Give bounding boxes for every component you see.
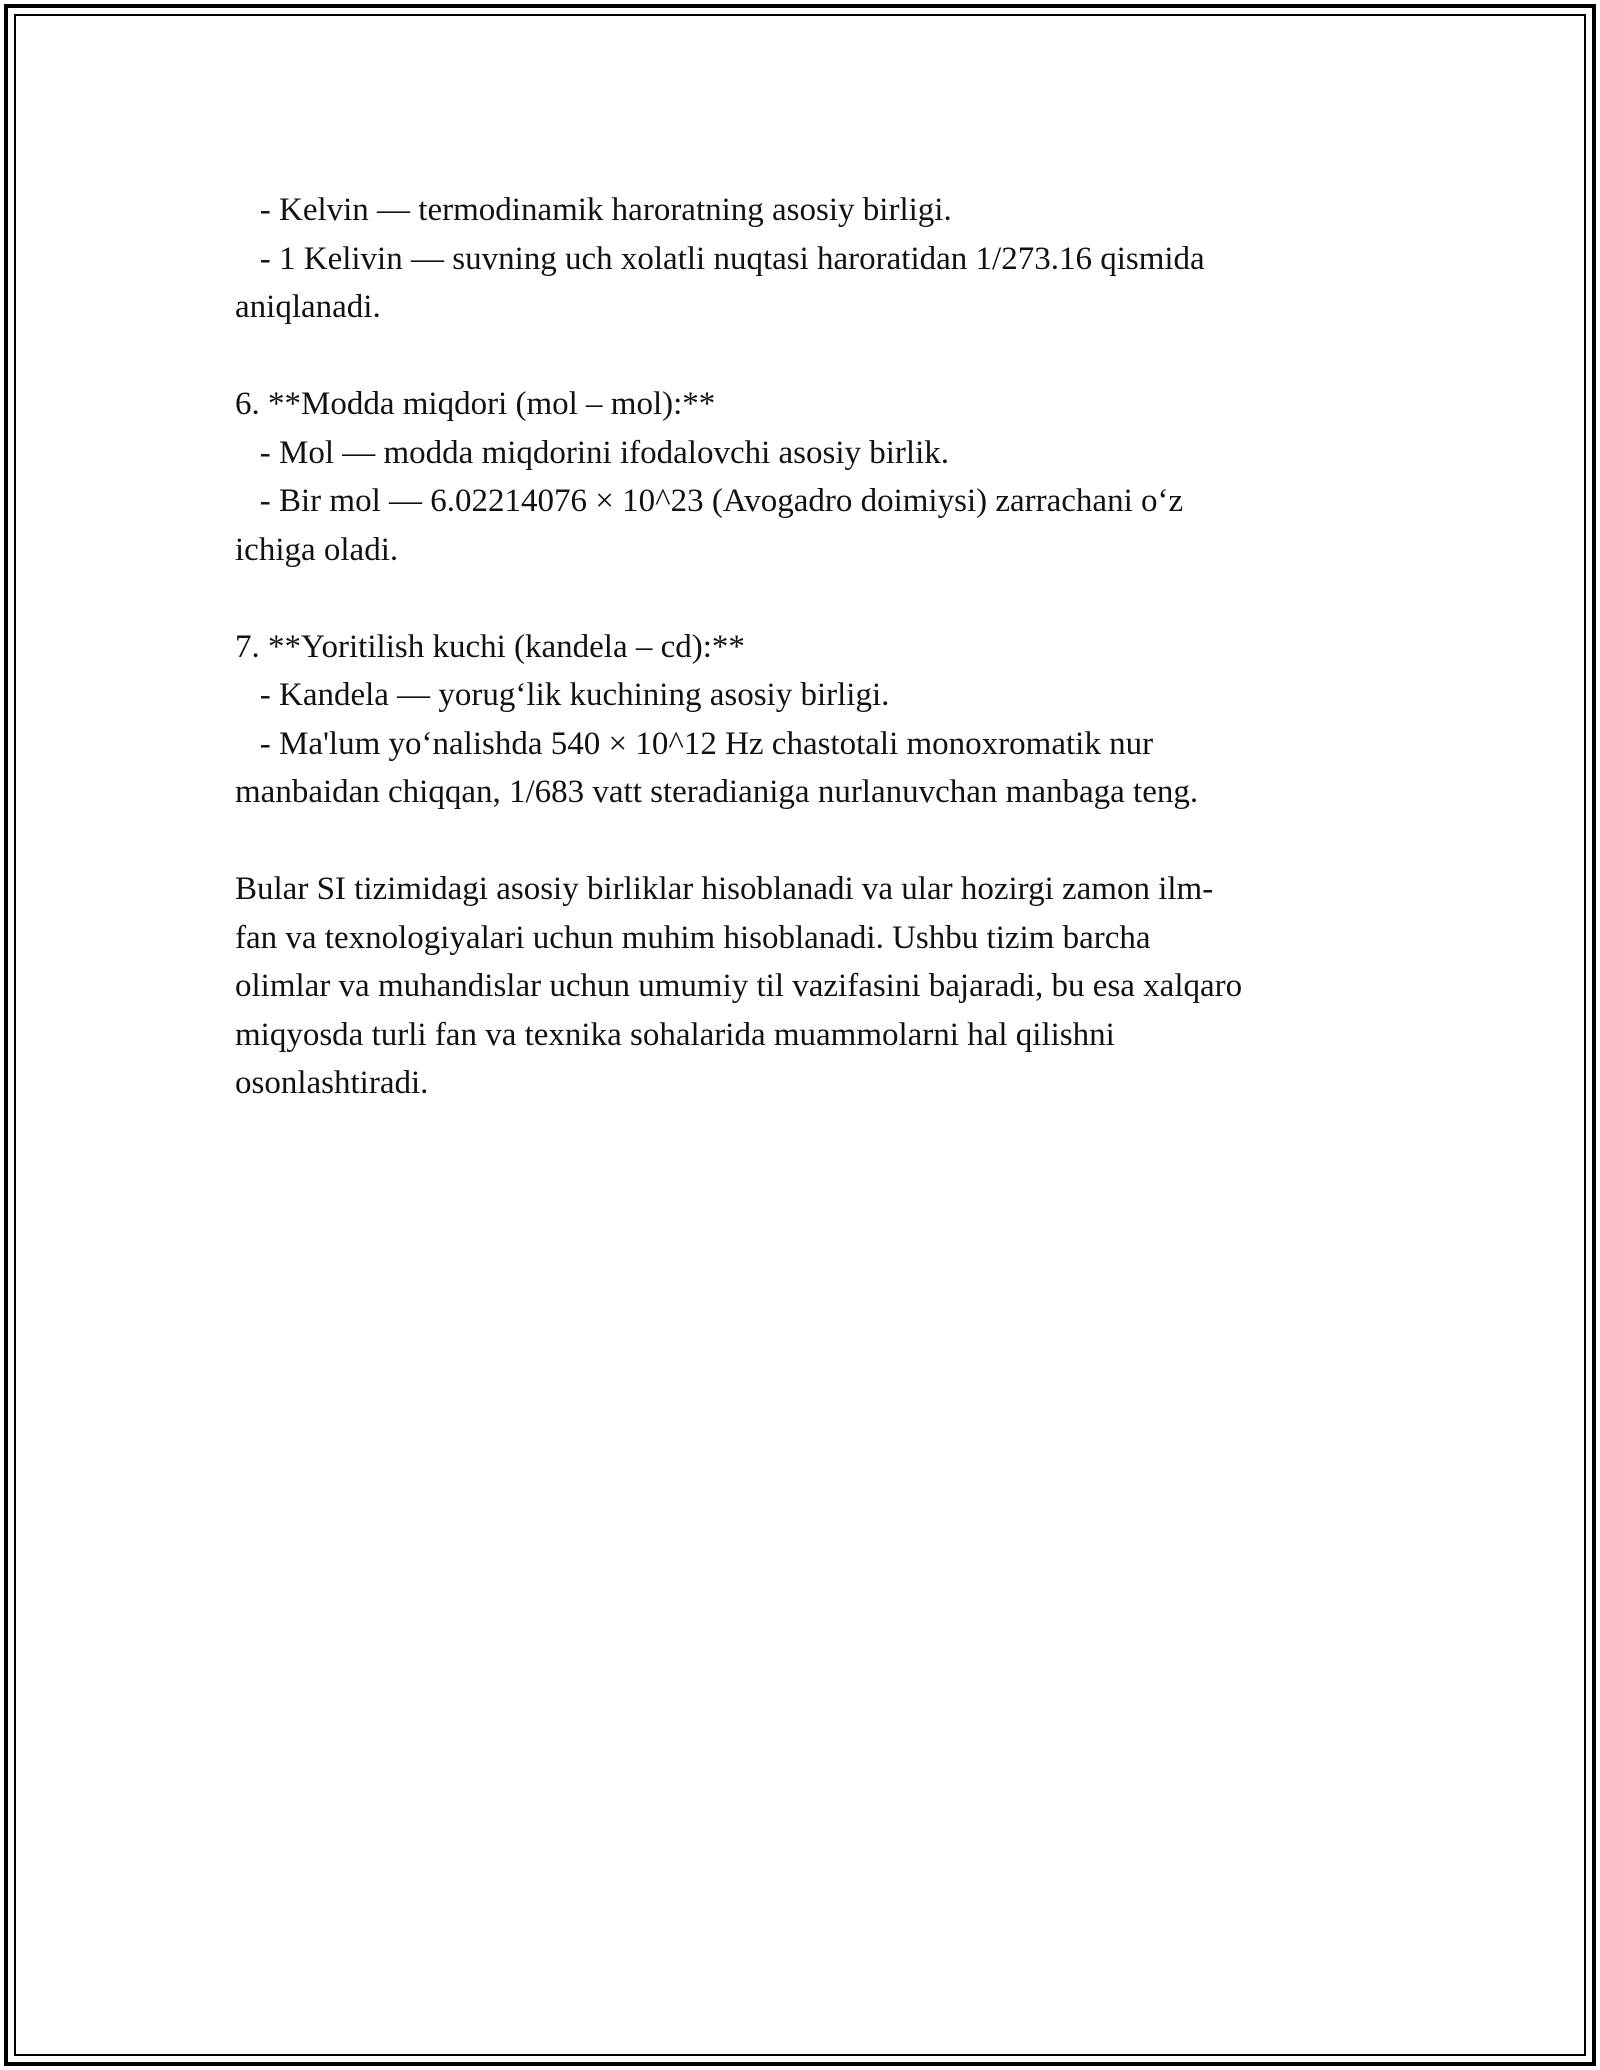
kelvin-section — [235, 186, 1355, 332]
candela-line-2: - Ma'lum yo‘nalishda 540 × 10^12 Hz chastotali monoxromatik nur — [235, 725, 1154, 762]
mol-section — [235, 380, 1355, 574]
conclusion-line-5: osonlashtiradi. — [235, 1065, 429, 1101]
conclusion-paragraph — [235, 865, 1355, 1108]
candela-section — [235, 623, 1355, 817]
document-body — [235, 186, 1355, 1108]
conclusion-line-4: miqyosda turli fan va texnika sohalarida muammolarni hal qilishni — [235, 1016, 1115, 1053]
paragraph-gap — [235, 332, 1355, 381]
paragraph-gap — [235, 817, 1355, 866]
mol-line-3: ichiga oladi. — [235, 531, 399, 568]
candela-heading: 7. **Yoritilish kuchi (kandela – cd):** — [235, 628, 745, 665]
candela-line-1: - Kandela — yorug‘lik kuchining asosiy birligi. — [235, 677, 890, 713]
mol-line-1: - Mol — modda miqdorini ifodalovchi asosiy birlik. — [235, 434, 950, 471]
conclusion-line-2: fan va texnologiyalari uchun muhim hisoblanadi. Ushbu tizim barcha — [235, 919, 1151, 956]
kelvin-line-2: - 1 Kelivin — suvning uch xolatli nuqtasi haroratidan 1/273.16 qismida — [235, 240, 1205, 277]
conclusion-line-3: olimlar va muhandislar uchun umumiy til vazifasini bajaradi, bu esa xalqaro — [235, 968, 1243, 1004]
mol-heading: 6. **Modda miqdori (mol – mol):** — [235, 386, 716, 422]
kelvin-line-3: aniqlanadi. — [235, 289, 381, 325]
kelvin-line-1: - Kelvin — termodinamik haroratning asosiy birligi. — [235, 192, 952, 228]
paragraph-gap — [235, 574, 1355, 623]
candela-line-3: manbaidan chiqqan, 1/683 vatt steradianiga nurlanuvchan manbaga teng. — [235, 774, 1199, 810]
conclusion-line-1: Bular SI tizimidagi asosiy birliklar hisoblanadi va ular hozirgi zamon ilm- — [235, 871, 1214, 907]
mol-line-2: - Bir mol — 6.02214076 × 10^23 (Avogadro doimiysi) zarrachani o‘z — [235, 483, 1184, 519]
